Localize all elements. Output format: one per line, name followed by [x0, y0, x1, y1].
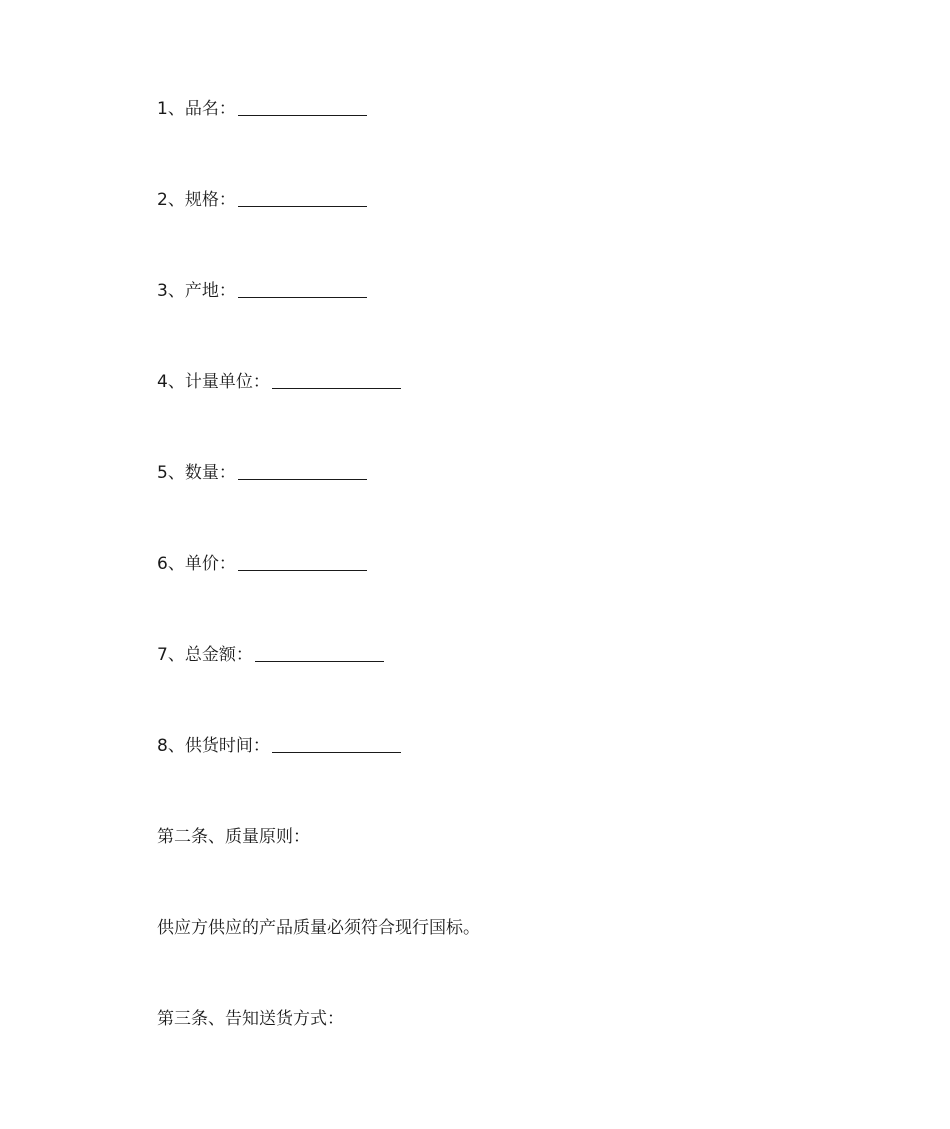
fill-in-blank	[238, 205, 367, 207]
field-unit-price	[157, 553, 367, 575]
fill-in-blank	[238, 296, 367, 298]
section-3-heading: 第三条、告知送货方式：	[157, 1009, 344, 1029]
field-label: 6、单价：	[157, 554, 236, 574]
field-label: 4、计量单位：	[157, 372, 270, 392]
field-unit	[157, 371, 401, 393]
field-total-amount	[157, 644, 384, 666]
field-supply-time	[157, 735, 401, 757]
field-specification	[157, 189, 367, 211]
field-label: 5、数量：	[157, 463, 236, 483]
field-product-name	[157, 98, 367, 120]
field-origin	[157, 280, 367, 302]
section-2-body: 供应方供应的产品质量必须符合现行国标。	[157, 918, 480, 938]
fill-in-blank	[272, 387, 401, 389]
fill-in-blank	[255, 660, 384, 662]
field-label: 2、规格：	[157, 190, 236, 210]
fill-in-blank	[272, 751, 401, 753]
section-2-heading: 第二条、质量原则：	[157, 827, 310, 847]
field-label: 1、品名：	[157, 99, 236, 119]
fill-in-blank	[238, 478, 367, 480]
field-label: 7、总金额：	[157, 645, 253, 665]
fill-in-blank	[238, 114, 367, 116]
field-label: 3、产地：	[157, 281, 236, 301]
field-quantity	[157, 462, 367, 484]
fill-in-blank	[238, 569, 367, 571]
field-label: 8、供货时间：	[157, 736, 270, 756]
